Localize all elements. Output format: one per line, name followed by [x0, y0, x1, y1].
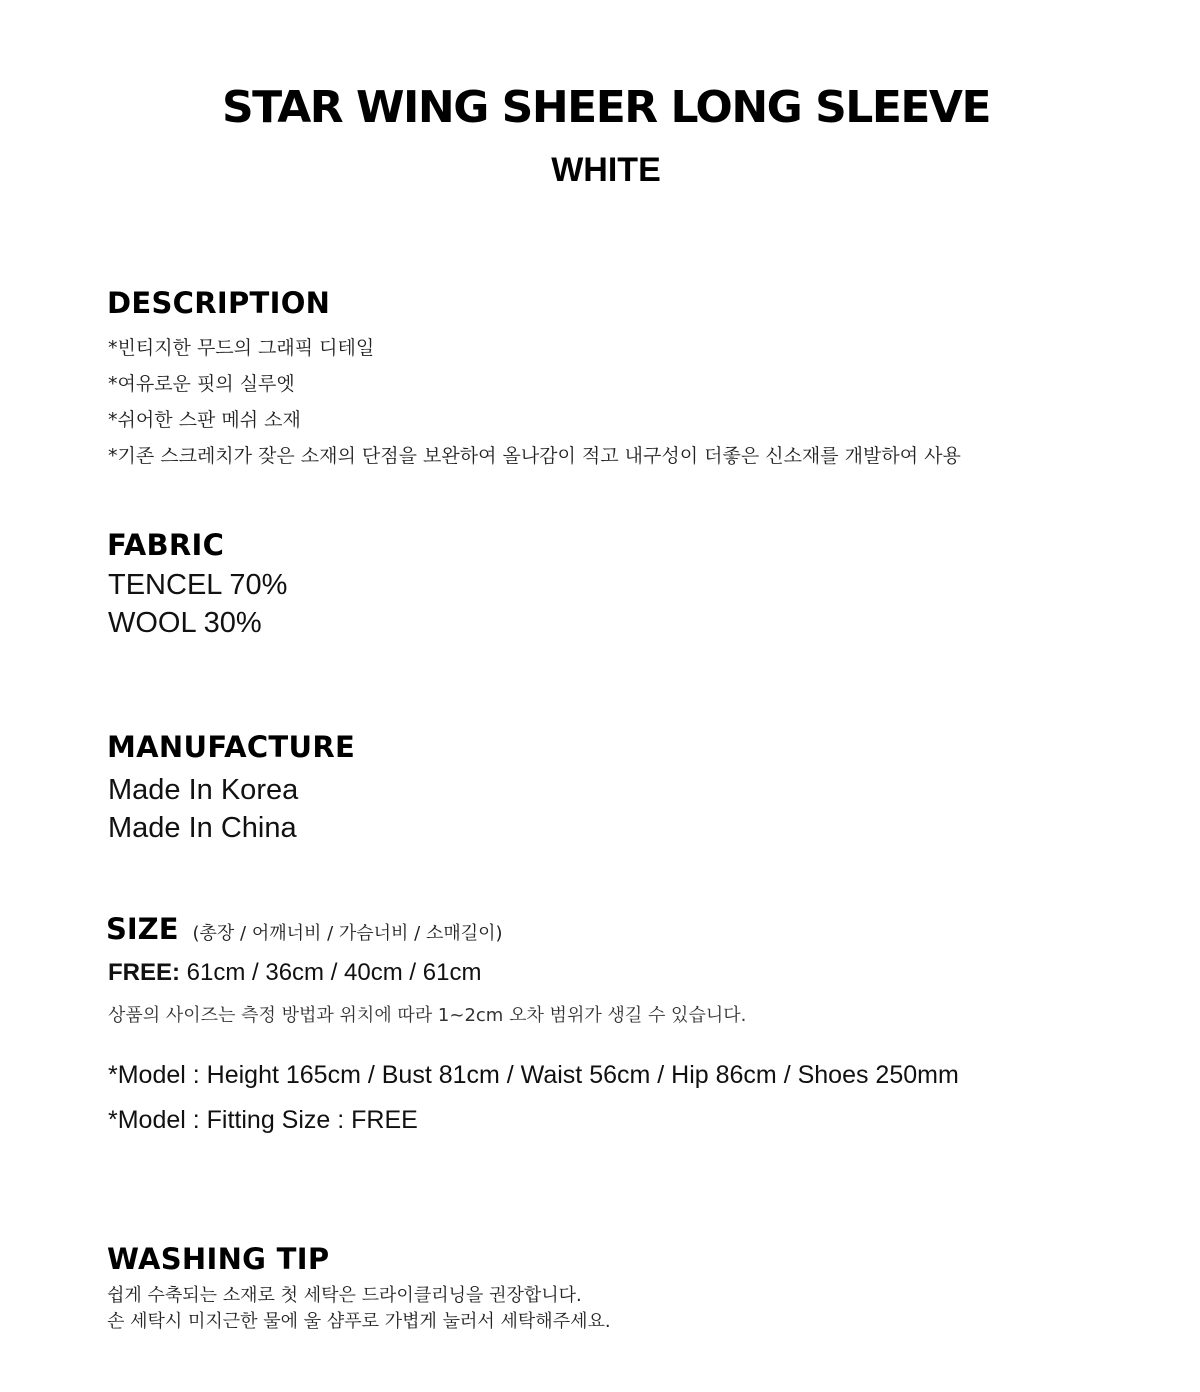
manufacture-item: Made In Korea	[108, 774, 299, 806]
size-free-row	[108, 958, 481, 988]
manufacture-heading: MANUFACTURE	[107, 730, 356, 764]
product-color: WHITE	[551, 151, 661, 189]
fabric-item: WOOL 30%	[108, 607, 262, 639]
description-item: *여유로운 핏의 실루엣	[108, 373, 295, 395]
model-fitting-size: *Model : Fitting Size : FREE	[108, 1106, 418, 1134]
fabric-heading: FABRIC	[107, 528, 225, 562]
model-info: *Model : Height 165cm / Bust 81cm / Waist 56cm / Hip 86cm / Shoes 250mm	[108, 1061, 959, 1089]
description-item: *빈티지한 무드의 그래픽 디테일	[108, 337, 375, 359]
description-item: *기존 스크레치가 잦은 소재의 단점을 보완하여 올나감이 적고 내구성이 더좋은 신소재를 개발하여 사용	[108, 445, 961, 467]
size-free-values: 61cm / 36cm / 40cm / 61cm	[180, 959, 482, 986]
description-heading: DESCRIPTION	[107, 286, 331, 320]
washing-item: 쉽게 수축되는 소재로 첫 세탁은 드라이클리닝을 권장합니다.	[107, 1285, 582, 1306]
size-heading-row	[106, 912, 503, 946]
size-free-label: FREE:	[108, 959, 180, 986]
washing-item: 손 세탁시 미지근한 물에 울 샴푸로 가볍게 눌러서 세탁해주세요.	[107, 1311, 611, 1332]
size-tolerance-note: 상품의 사이즈는 측정 방법과 위치에 따라 1~2cm 오차 범위가 생길 수 있습니다.	[108, 1005, 747, 1026]
manufacture-item: Made In China	[108, 812, 297, 844]
fabric-item: TENCEL 70%	[108, 569, 288, 601]
size-heading: SIZE	[106, 912, 179, 946]
product-title: STAR WING SHEER LONG SLEEVE	[221, 82, 991, 133]
size-measure-note: (총장 / 어깨너비 / 가슴너비 / 소매길이)	[192, 923, 503, 944]
washing-heading: WASHING TIP	[107, 1242, 330, 1276]
description-item: *쉬어한 스판 메쉬 소재	[108, 409, 301, 431]
